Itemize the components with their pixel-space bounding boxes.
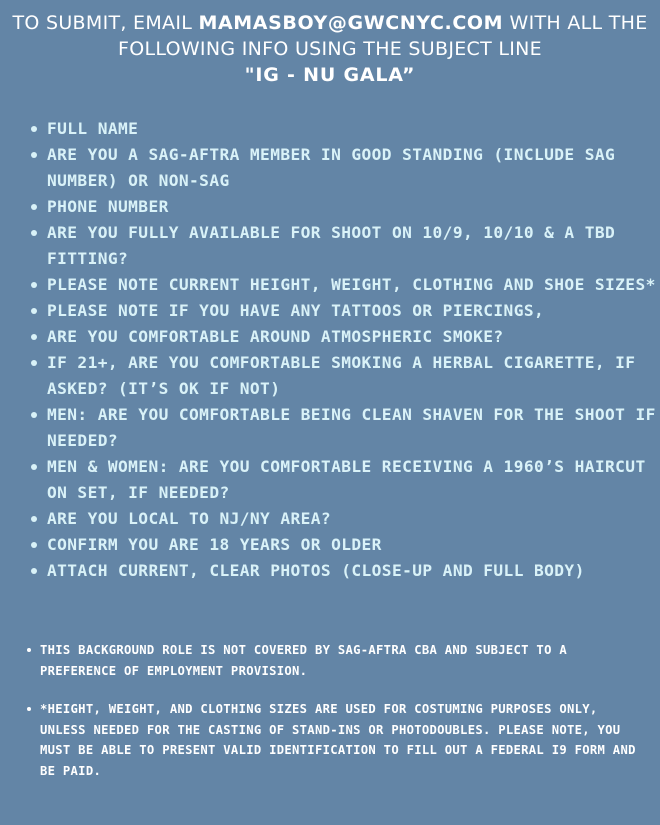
instructions-intro: TO SUBMIT, EMAIL — [12, 12, 199, 34]
submission-instructions — [0, 10, 660, 88]
list-item: ARE YOU A SAG-AFTRA MEMBER IN GOOD STANDING (INCLUDE SAG NUMBER) OR NON-SAG — [28, 142, 658, 194]
list-item: PLEASE NOTE CURRENT HEIGHT, WEIGHT, CLOTHING AND SHOE SIZES* — [28, 272, 658, 298]
sag-cba-note: THIS BACKGROUND ROLE IS NOT COVERED BY SAG-AFTRA CBA AND SUBJECT TO A PREFERENCE OF EMPLOYMENT PROVISION. — [22, 640, 642, 681]
list-item: MEN: ARE YOU COMFORTABLE BEING CLEAN SHAVEN FOR THE SHOOT IF NEEDED? — [28, 402, 658, 454]
list-item: PHONE NUMBER — [28, 194, 658, 220]
list-item: IF 21+, ARE YOU COMFORTABLE SMOKING A HERBAL CIGARETTE, IF ASKED? (IT’S OK IF NOT) — [28, 350, 658, 402]
list-item: ARE YOU LOCAL TO NJ/NY AREA? — [28, 506, 658, 532]
list-item: PLEASE NOTE IF YOU HAVE ANY TATTOOS OR PIERCINGS, — [28, 298, 658, 324]
list-item: ARE YOU COMFORTABLE AROUND ATMOSPHERIC SMOKE? — [28, 324, 658, 350]
subject-line: "IG - NU GALA” — [244, 64, 416, 86]
submission-email[interactable]: MAMASBOY@GWCNYC.COM — [198, 12, 504, 34]
list-item: CONFIRM YOU ARE 18 YEARS OR OLDER — [28, 532, 658, 558]
list-item: MEN & WOMEN: ARE YOU COMFORTABLE RECEIVING A 1960’S HAIRCUT ON SET, IF NEEDED? — [28, 454, 658, 506]
sizes-id-note: *HEIGHT, WEIGHT, AND CLOTHING SIZES ARE USED FOR COSTUMING PURPOSES ONLY, UNLESS NEEDED FOR THE CASTING OF STAND-INS OR PHOTODOUBLES. PLEASE NOTE, YOU MUST BE ABLE TO PRESENT VALID IDENTIFICATION TO FILL OUT A FEDERAL I9 FORM AND BE PAID. — [22, 699, 642, 781]
required-info-list — [28, 116, 658, 584]
fine-print-notes — [22, 640, 642, 799]
list-item: FULL NAME — [28, 116, 658, 142]
list-item: ATTACH CURRENT, CLEAR PHOTOS (CLOSE-UP AND FULL BODY) — [28, 558, 658, 584]
list-item: ARE YOU FULLY AVAILABLE FOR SHOOT ON 10/9, 10/10 & A TBD FITTING? — [28, 220, 658, 272]
instructions-continuation: WITH ALL THE FOLLOWING INFO USING THE SUBJECT LINE — [118, 12, 648, 60]
